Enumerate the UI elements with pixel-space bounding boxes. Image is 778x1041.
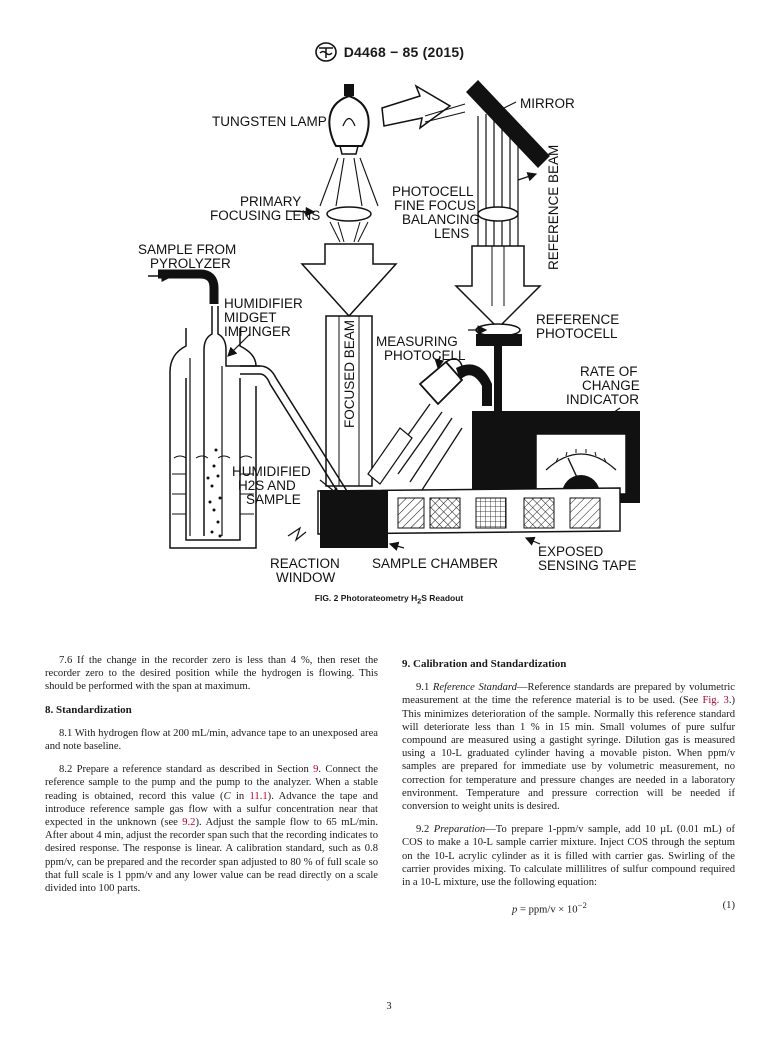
label-photocell-line-1: PHOTOCELL: [392, 184, 474, 199]
tungsten-lamp-icon: [329, 84, 368, 154]
label-mirror: MIRROR: [520, 96, 575, 111]
label-reaction-1: REACTION: [270, 556, 340, 571]
lamp-to-mirror-beam: [382, 86, 465, 128]
label-sample-chamber: SAMPLE CHAMBER: [372, 556, 499, 571]
left-column: [45, 654, 378, 905]
link-9-2[interactable]: 9.2: [182, 817, 196, 829]
figure-caption: FIG. 2 Photorateometry $H_2S$ Readout: [314, 593, 464, 606]
reflected-beam: [368, 404, 462, 490]
label-rate-1: RATE OF: [580, 364, 638, 379]
paragraph-8-1: 8.1 With hydrogen flow at 200 mL/min, advance tape to an unexposed area and note baseline.: [45, 727, 378, 753]
label-exposed-2: SENSING TAPE: [538, 558, 637, 573]
label-measuring-1: MEASURING: [376, 334, 458, 349]
label-tungsten-lamp: TUNGSTEN LAMP: [212, 114, 327, 129]
label-photocell-line-2: FINE FOCUS: [394, 198, 476, 213]
link-fig-3[interactable]: Fig. 3: [702, 695, 729, 707]
label-humidified-1: HUMIDIFIED: [232, 464, 311, 479]
label-sample-from-2: PYROLYZER: [150, 256, 231, 271]
label-humidifier-2: MIDGET: [224, 310, 277, 325]
label-humidifier-3: IMPINGER: [224, 324, 291, 339]
link-11-1[interactable]: 11.1: [249, 790, 268, 802]
label-primary-line-1: PRIMARY: [240, 194, 302, 209]
label-reference-photocell-2: PHOTOCELL: [536, 326, 618, 341]
label-primary-line-2: FOCUSING LENS: [210, 208, 321, 223]
label-measuring-2: PHOTOCELL: [384, 348, 466, 363]
label-sample-from-1: SAMPLE FROM: [138, 242, 237, 257]
paragraph-7-6: 7.6 If the change in the recorder zero is less than 4 %, then reset the recorder zero to the desired position while the hydrogen is flowing. This should be performed with the span at maximum.: [45, 655, 378, 693]
measuring-photocell-icon: [420, 359, 492, 406]
astm-logo-icon: [314, 42, 338, 62]
label-reference-photocell-1: REFERENCE: [536, 312, 620, 327]
figure-2-diagram: [100, 66, 680, 601]
label-photocell-line-4: LENS: [434, 226, 470, 241]
label-exposed-1: EXPOSED: [538, 544, 604, 559]
document-designation: D4468 − 85 (2015): [343, 44, 465, 60]
label-humidifier-1: HUMIDIFIER: [224, 296, 303, 311]
label-focused-beam: FOCUSED BEAM: [342, 319, 357, 428]
right-column: [402, 654, 735, 917]
section-8-heading: 8. Standardization: [45, 703, 132, 716]
page-header: [0, 41, 778, 63]
label-reference-beam: REFERENCE BEAM: [546, 144, 561, 270]
label-reaction-2: WINDOW: [276, 570, 336, 585]
paragraph-9-1: 9.1 Reference Standard—Reference standards are prepared by volumetric measurement at the time the reference material is to be used. (See Fig. 3.) This minimizes deterioration of the sample. Normally this reference standard will deteriorate less than 1 % in 15 min. Small volumes of pure sulfur compound are measured using a gastight syringe. Dilution gas is measured using a 10-L graduated cylinder having a movable piston. When ppm/v samples are prepared for immediate use by volumetric measurement, no correction for temperature and pressure changes are needed in a laboratory environment. Temperature and pressure correction will be needed if conversion to weight units is desired.: [402, 682, 736, 813]
section-9-heading: 9. Calibration and Standardization: [402, 658, 567, 670]
page-number: 3: [386, 1001, 392, 1012]
label-humidified-3: SAMPLE: [246, 492, 301, 507]
equation-1: $p = ppm/v \times 10^{-2}$ (1): [512, 900, 735, 916]
label-humidified-2: H2S AND: [238, 478, 296, 493]
label-rate-2: CHANGE: [582, 378, 640, 393]
photorateometry-diagram: [100, 66, 680, 601]
paragraph-8-2: 8.2 Prepare a reference standard as described in Section 9. Connect the reference sample to the pump and the pump to the analyzer. When a stable reading is obtained, record this value (C in 11.1). Advance the tape and introduce reference sample gas flow with a sulfur concentration near that expected in the unknown (see 9.2). Adjust the sample flow to 65 mL/min. After about 4 min, adjust the recorder span such that the recording indicates to desired response. The response is linear. A calibration standard, such as 0.8 ppm/v, can be prepared and the recorder span adjusted to 80 % of full scale so that full scale is 1 ppm/v and any lower value can be read directly on a scale divided into 100 parts.: [45, 764, 378, 895]
equation-number: (1): [722, 900, 735, 912]
paragraph-9-2: 9.2 Preparation—To prepare 1-ppm/v sample, add 10 µL (0.01 mL) of COS to make a 10-L sample carrier mixture. Inject COS through the septum on the 10-L acrylic cylinder as it is filled with carrier gas. Swirling of the carrier provides mixing. To calculate millilitres of sulfur compound required in a 10-L mixture, use the following equation:: [402, 824, 736, 889]
label-photocell-line-3: BALANCING: [402, 212, 481, 227]
label-rate-3: INDICATOR: [566, 392, 640, 407]
sensing-tape: [318, 488, 620, 548]
link-section-9[interactable]: 9: [313, 764, 319, 776]
